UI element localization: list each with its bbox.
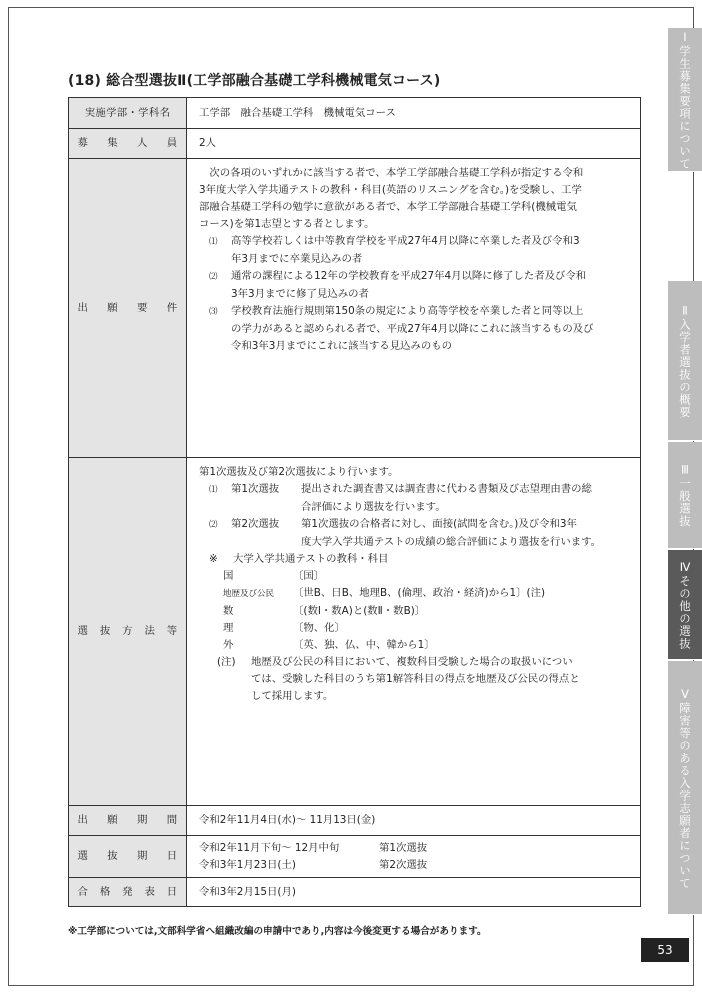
table-row bbox=[69, 806, 641, 836]
period-value: 令和2年11月4日(水)～ 11月13日(金) bbox=[187, 806, 641, 836]
requirements-intro-line: 次の各項のいずれかに該当する者で、本学工学部融合基礎工学科が指定する令和 bbox=[199, 167, 584, 179]
requirements-intro-line: 3年度大学入学共通テストの教科・科目(英語のリスニングを含む。)を受験し、工学 bbox=[199, 184, 582, 196]
method-intro: 第1次選抜及び第2次選抜により行います。 bbox=[199, 466, 399, 478]
table-row bbox=[69, 98, 641, 129]
stage-item-cont: 度大学入学共通テストの成績の総合評価により選抜を行います。 bbox=[301, 536, 602, 548]
requirement-item: ⑶ 学校教育法施行規則第150条の規定により高等学校を卒業した者と同等以上 bbox=[209, 305, 584, 317]
footnote: ※工学部については,文部科学省へ組織改編の申請中であり,内容は今後変更する場合があります。 bbox=[68, 926, 487, 937]
table-row bbox=[69, 458, 641, 806]
faculty-label: 実施学部・学科名 bbox=[69, 98, 187, 129]
side-tab-bar bbox=[668, 0, 702, 915]
method-label: 選抜方法等 bbox=[69, 458, 187, 806]
method-value bbox=[187, 458, 641, 806]
method-note-cont: ては、受験した科目のうち第1解答科目の得点を地歴及び公民の得点と bbox=[251, 673, 580, 685]
table-row bbox=[69, 159, 641, 458]
requirement-item: ⑵ 通常の課程による12年の学校教育を平成27年4月以降に修了した者及び令和 bbox=[209, 270, 587, 282]
stage-item: ⑵ 第2次選抜 第1次選抜の合格者に対し、面接(試問を含む。)及び令和3年 bbox=[209, 518, 577, 530]
subject-row: 数 〔(数Ⅰ・数A)と(数Ⅱ・数B)〕 bbox=[223, 605, 426, 617]
requirement-item-cont: 3年3月までに修了見込みの者 bbox=[231, 288, 369, 300]
method-note-cont: して採用します。 bbox=[251, 690, 334, 702]
announcement-value: 令和3年2月15日(月) bbox=[187, 878, 641, 907]
capacity-value: 2人 bbox=[187, 129, 641, 159]
faculty-value: 工学部 融合基礎工学科 機械電気コース bbox=[187, 98, 641, 129]
table-row bbox=[69, 129, 641, 159]
side-tab-general[interactable]: Ⅲ一般選抜 bbox=[668, 442, 702, 549]
capacity-label: 募集人員 bbox=[69, 129, 187, 159]
subject-row: 国 〔国〕 bbox=[223, 570, 325, 582]
subject-row: 理 〔物、化〕 bbox=[223, 622, 345, 634]
requirement-item-cont: 年3月までに卒業見込みの者 bbox=[231, 253, 363, 265]
schedule-label: 選抜期日 bbox=[69, 836, 187, 878]
side-tab-disability[interactable]: Ⅴ障害等のある入学志願者について bbox=[668, 661, 702, 915]
section-title: (18) 総合型選抜Ⅱ(工学部融合基礎工学科機械電気コース) bbox=[68, 73, 441, 89]
period-label: 出願期間 bbox=[69, 806, 187, 836]
side-tab-overview[interactable]: Ⅱ入学者選抜の概要 bbox=[668, 281, 702, 441]
requirements-label: 出願要件 bbox=[69, 159, 187, 458]
requirement-item: ⑴ 高等学校若しくは中等教育学校を平成27年4月以降に卒業した者及び令和3 bbox=[209, 235, 580, 247]
announcement-label: 合格発表日 bbox=[69, 878, 187, 907]
schedule-value bbox=[187, 836, 641, 878]
method-note: (注) 地歴及び公民の科目において、複数科目受験した場合の取扱いについ bbox=[217, 656, 573, 668]
stage-item-cont: 合評価により選抜を行います。 bbox=[301, 501, 446, 513]
requirement-item-cont: の学力があると認められる者で、平成27年4月以降にこれに該当するもの及び bbox=[231, 323, 594, 335]
subject-row: 外 〔英、独、仏、中、韓から1〕 bbox=[223, 639, 435, 651]
page-number: 53 bbox=[641, 938, 689, 962]
stage-item: ⑴ 第1次選抜 提出された調査書又は調査書に代わる書類及び志望理由書の総 bbox=[209, 483, 592, 495]
requirements-intro-line: 部融合基礎工学科の勉学に意欲がある者で、本学工学部融合基礎工学科(機械電気 bbox=[199, 201, 577, 213]
schedule-line: 令和2年11月下旬～ 12月中旬 第1次選抜 bbox=[199, 841, 428, 854]
schedule-line: 令和3年1月23日(土) 第2次選抜 bbox=[199, 858, 428, 871]
side-tab-guide[interactable]: Ⅰ学生募集要項について bbox=[668, 28, 702, 172]
subject-row: 地歴及び公民 〔世B、日B、地理B、(倫理、政治・経済)から1〕(注) bbox=[223, 587, 546, 599]
side-tab-other[interactable]: Ⅳその他の選抜 bbox=[668, 550, 702, 660]
requirement-item-cont: 令和3年3月までにこれに該当する見込みのもの bbox=[231, 340, 453, 352]
requirements-intro-line: コース)を第1志望とする者とします。 bbox=[199, 218, 375, 230]
subjects-heading: ※ 大学入学共通テストの教科・科目 bbox=[209, 553, 389, 565]
table-row bbox=[69, 836, 641, 878]
requirements-value bbox=[187, 159, 641, 458]
table-row bbox=[69, 878, 641, 907]
admission-table bbox=[68, 97, 641, 907]
